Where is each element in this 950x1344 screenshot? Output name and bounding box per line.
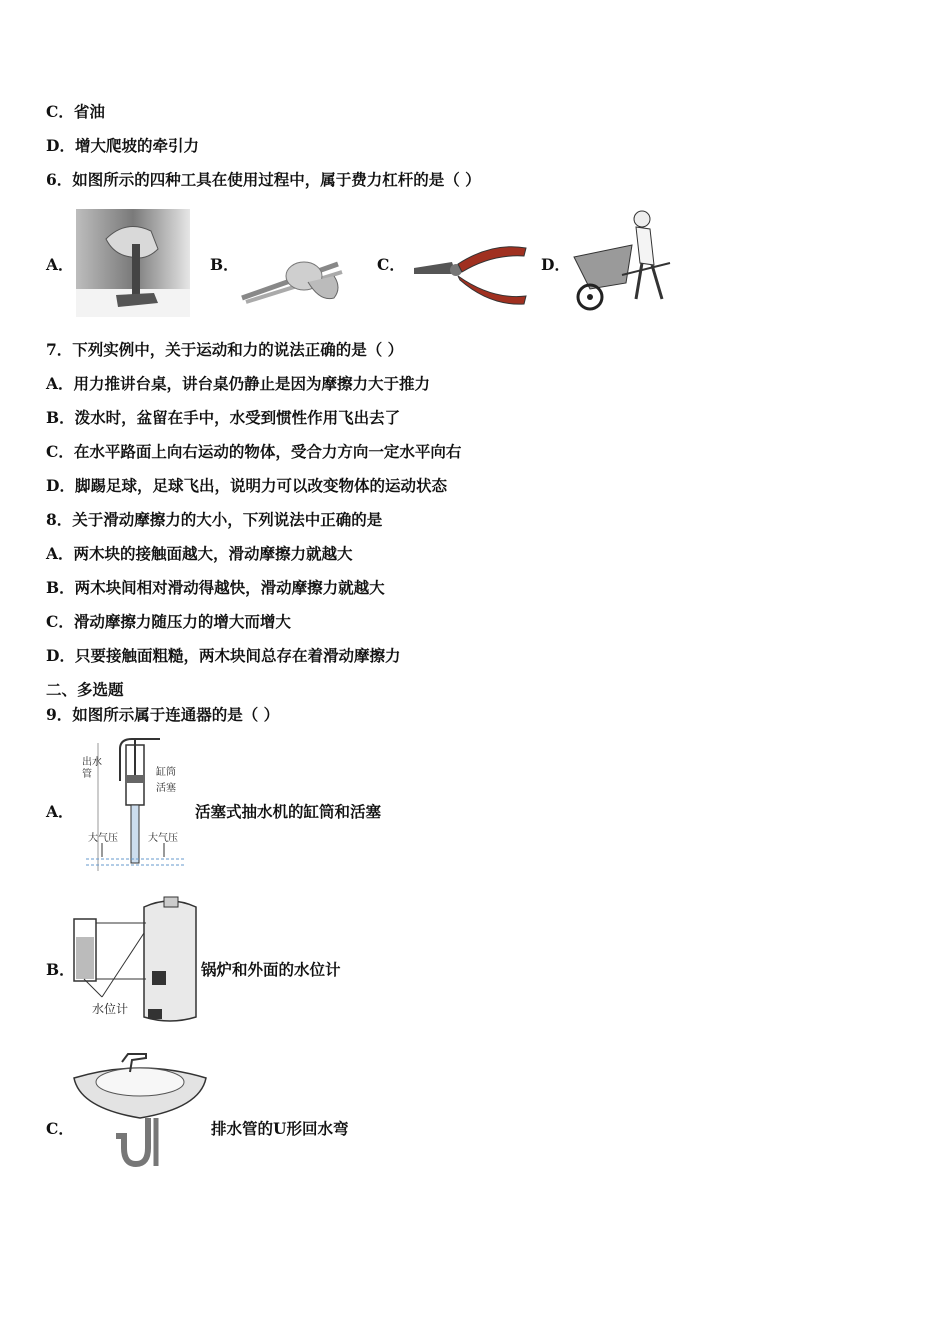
q6-label-c: C． [377,255,405,274]
q8-stem: 8．关于滑动摩擦力的大小，下列说法中正确的是 [46,510,383,529]
pump-cylinder-label: 缸筒 [156,767,176,778]
q9-stem: 9．如图所示属于连通器的是（ ） [46,705,280,724]
pump-outlet-label: 出水 [82,757,102,768]
q9-caption-a: 活塞式抽水机的缸筒和活塞 [195,802,382,821]
hammer-image [76,209,190,317]
q7-option-d: D．脚踢足球，足球飞出，说明力可以改变物体的运动状态 [46,476,447,495]
q9-caption-b: 锅炉和外面的水位计 [201,960,341,979]
boiler-gauge-diagram [68,893,203,1029]
q7-option-a: A．用力推讲台桌，讲台桌仍静止是因为摩擦力大于推力 [46,374,431,393]
q9-caption-c: 排水管的U形回水弯 [211,1119,349,1138]
tweezers-tool-image [238,236,350,308]
pump-atm-left-label: 大气压 [88,833,118,844]
wheelbarrow-image [570,205,680,315]
q5-option-d: D．增大爬坡的牵引力 [46,136,199,155]
q6-label-b: B． [210,255,239,274]
q9-label-b: B． [46,960,75,979]
pliers-image [412,240,530,308]
pump-outlet-label-2: 管 [82,769,92,780]
q8-option-a: A．两木块的接触面越大，滑动摩擦力就越大 [46,544,353,563]
piston-pump-diagram [80,735,190,873]
pump-atm-right-label: 大气压 [148,833,178,844]
q6-stem: 6．如图所示的四种工具在使用过程中，属于费力杠杆的是（ ） [46,170,481,189]
q5-option-c: C．省油 [46,102,105,121]
q7-option-b: B．泼水时，盆留在手中，水受到惯性作用飞出去了 [46,408,401,427]
boiler-gauge-label: 水位计 [92,1002,129,1016]
sink-trap-image [70,1048,210,1170]
section-heading-multiple-choice: 二、多选题 [46,680,124,699]
q6-label-a: A． [46,255,74,274]
q8-option-c: C．滑动摩擦力随压力的增大而增大 [46,612,291,631]
q9-label-a: A． [46,802,74,821]
q8-option-d: D．只要接触面粗糙，两木块间总存在着滑动摩擦力 [46,646,401,665]
q7-option-c: C．在水平路面上向右运动的物体，受合力方向一定水平向右 [46,442,462,461]
q8-option-b: B．两木块间相对滑动得越快，滑动摩擦力就越大 [46,578,385,597]
q6-label-d: D． [541,255,570,274]
pump-piston-label: 活塞 [156,783,176,794]
q7-stem: 7．下列实例中，关于运动和力的说法正确的是（ ） [46,340,404,359]
q9-label-c: C． [46,1119,74,1138]
